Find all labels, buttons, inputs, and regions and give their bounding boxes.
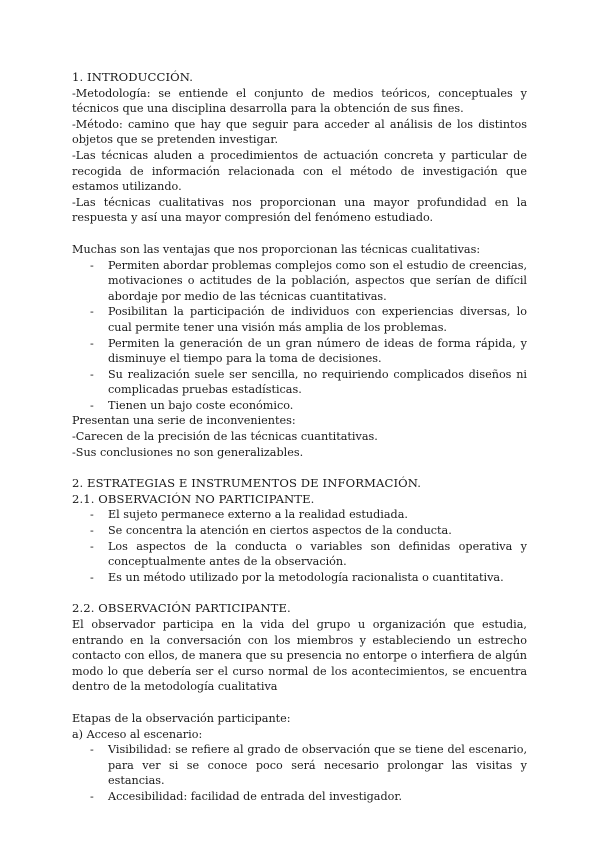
definition-tecnicas-cualitativas: -Las técnicas cualitativas nos proporcionan una mayor profundidad en la respuesta y así una mayor compresión del fenómeno estudiado. bbox=[72, 195, 527, 225]
definition-tecnicas: -Las técnicas aluden a procedimientos de actuación concreta y particular de recogida de información relacionada con el método de investigación que estamos utilizando. bbox=[72, 148, 527, 194]
drawbacks-intro: Presentan una serie de inconvenientes: bbox=[72, 414, 296, 428]
list-item: - Permiten abordar problemas complejos como son el estudio de creencias, motivaciones o actitudes de la población, aspectos que serían de difícil abordaje por medio de las técnicas cuantitativas. bbox=[72, 258, 527, 305]
list-item: - Es un método utilizado por la metodología racionalista o cuantitativa. bbox=[72, 570, 527, 586]
list-item: - Permiten la generación de un gran número de ideas de forma rápida, y disminuye el tiempo para la toma de decisiones. bbox=[72, 336, 527, 367]
stage-a-list bbox=[72, 742, 527, 804]
stage-a-heading: a) Acceso al escenario: bbox=[72, 727, 203, 741]
list-item: - Visibilidad: se refiere al grado de observación que se tiene del escenario, para ver si se conoce poco será necesario prolongar las visitas y estancias. bbox=[72, 742, 527, 789]
subsection-2-1-heading: 2.1. OBSERVACIÓN NO PARTICIPANTE. bbox=[72, 491, 315, 506]
list-item: - Posibilitan la participación de individuos con experiencias diversas, lo cual permite tener una visión más amplia de los problemas. bbox=[72, 304, 527, 335]
subsection-2-2-heading: 2.2. OBSERVACIÓN PARTICIPANTE. bbox=[72, 601, 291, 616]
document-page bbox=[72, 70, 527, 805]
definition-metodo: -Método: camino que hay que seguir para acceder al análisis de los distintos objetos que se pretenden investigar. bbox=[72, 117, 527, 147]
list-item: - El sujeto permanece externo a la realidad estudiada. bbox=[72, 507, 527, 523]
list-item: - Se concentra la atención en ciertos aspectos de la conducta. bbox=[72, 523, 527, 539]
list-item: - Los aspectos de la conducta o variables son definidas operativa y conceptualmente antes de la observación. bbox=[72, 539, 527, 570]
advantages-list bbox=[72, 258, 527, 414]
stages-intro: Etapas de la observación participante: bbox=[72, 711, 291, 725]
section-2-heading: 2. ESTRATEGIAS E INSTRUMENTOS DE INFORMACIÓN. bbox=[72, 476, 422, 491]
drawback-item: -Sus conclusiones no son generalizables. bbox=[72, 445, 304, 459]
list-item: - Tienen un bajo coste económico. bbox=[72, 398, 527, 414]
participant-observation-paragraph: El observador participa en la vida del grupo u organización que estudia, entrando en la conversación con los miembros y estableciendo un estrecho contacto con ellos, de manera que su presencia no entorpe o interfiera de algún modo lo que debería ser el curso normal de los acontecimientos, se encuentra dentro de la metodología cualitativa bbox=[72, 618, 527, 694]
list-item: - Accesibilidad: facilidad de entrada del investigador. bbox=[72, 789, 527, 805]
list-item: - Su realización suele ser sencilla, no requiriendo complicados diseños ni complicadas pruebas estadísticas. bbox=[72, 367, 527, 398]
non-participant-list bbox=[72, 507, 527, 585]
drawback-item: -Carecen de la precisión de las técnicas cuantitativas. bbox=[72, 430, 378, 444]
advantages-intro: Muchas son las ventajas que nos proporcionan las técnicas cualitativas: bbox=[72, 242, 481, 256]
definition-metodologia: -Metodología: se entiende el conjunto de medios teóricos, conceptuales y técnicos que una disciplina desarrolla para la obtención de sus fines. bbox=[72, 86, 527, 116]
section-1-heading: 1. INTRODUCCIÓN. bbox=[72, 70, 194, 84]
